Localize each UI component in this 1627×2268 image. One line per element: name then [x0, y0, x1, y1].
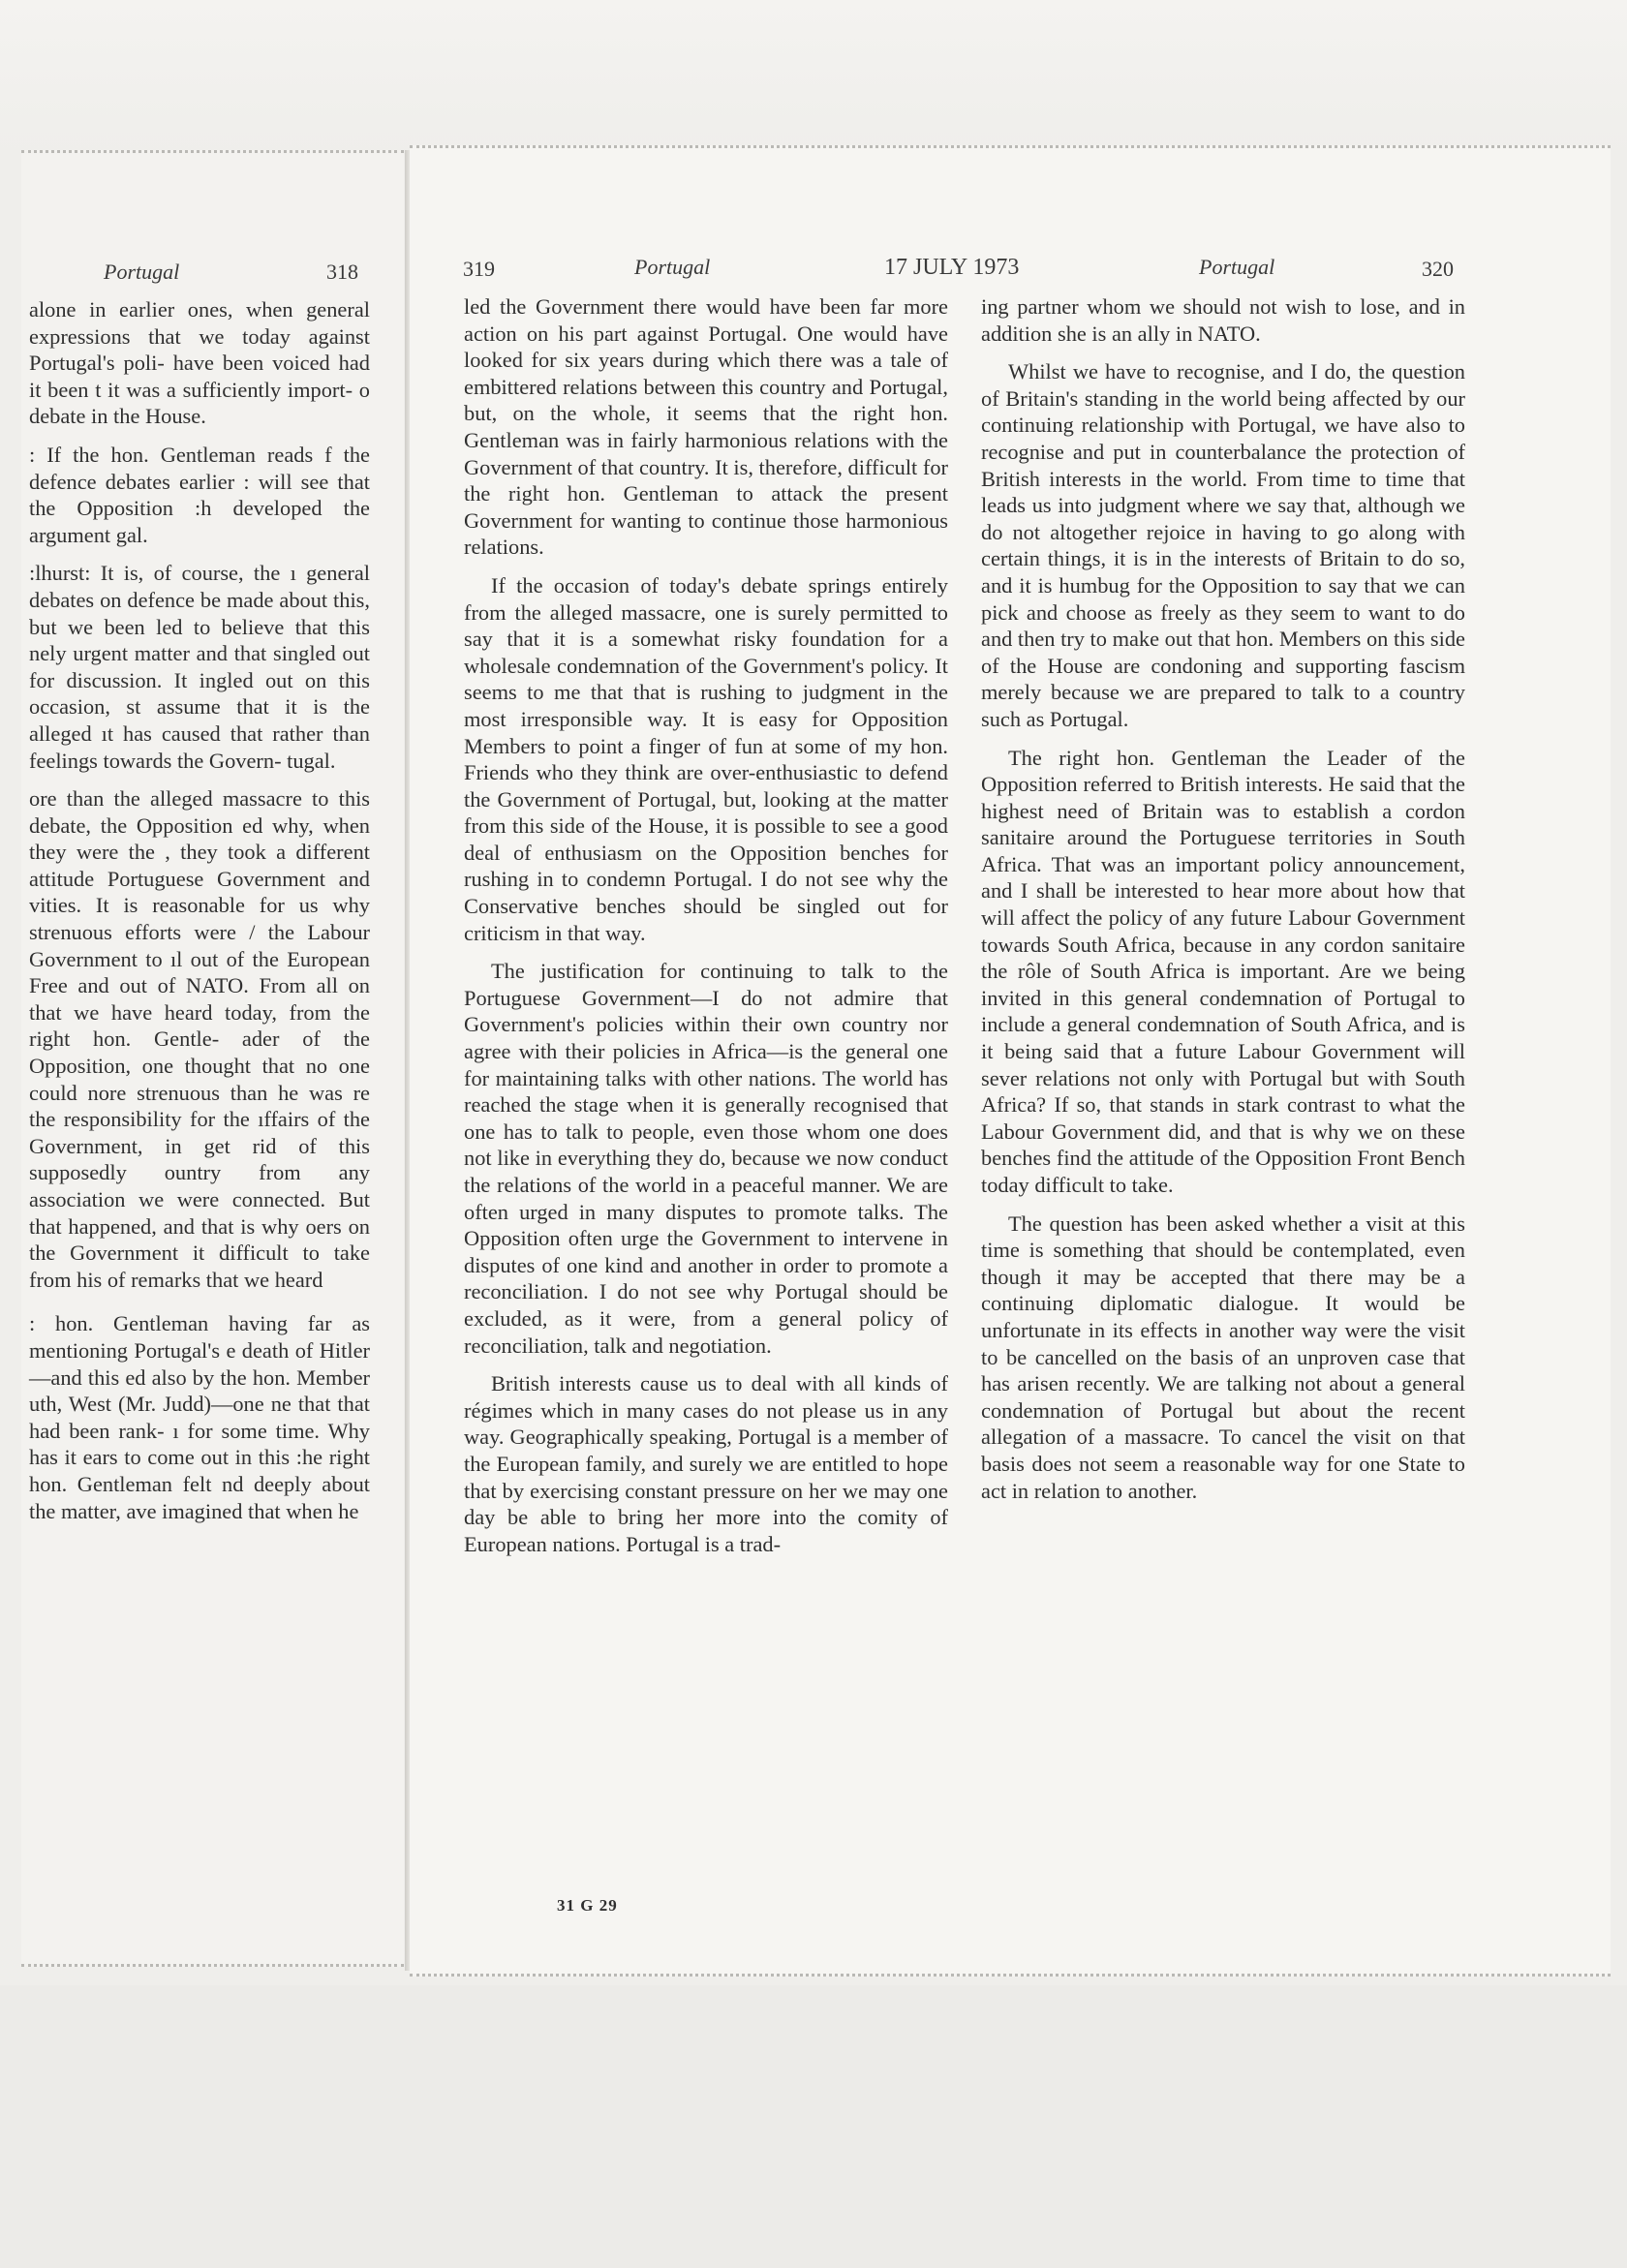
sitting-date: 17 JULY 1973 [884, 255, 1020, 280]
left-paragraph-2: : If the hon. Gentleman reads f the defence debates earlier : will see that the Opposition :h developed the argument gal. [29, 442, 370, 547]
column-320-paragraph-1: ing partner whom we should not wish to lose, and in addition she is an ally in NATO. [981, 294, 1465, 346]
column-319-paragraph-1: led the Government there would have been far more action on his part against Portugal. One would have looked for six years during which there was a tale of embittered relations between this country and Portugal, but, on the whole, it seems that the right hon. Gentleman was in fairly harmonious relations with the Government of that country. It is, therefore, difficult for the right hon. Gentleman to attack the present Government for wanting to continue those harmonious relations. [464, 294, 948, 560]
column-320-paragraph-2: Whilst we have to recognise, and I do, the question of Britain's standing in the world being affected by our continuing relationship with Portugal, we have also to recognise and put in counterbalance the protection of British interests in the world. From time to time that leads us into judgment where we say that, although we do not altogether rejoice in having to go along with certain things, it is in the interests of Britain to do so, and it is humbug for the Opposition to say that we can pick and choose as freely as they seem to want to do and then try to make out that hon. Members on this side of the House are condoning and supporting fascism merely because we are prepared to talk to a country such as Portugal. [981, 359, 1465, 731]
background-top [0, 0, 1627, 155]
left-page-column-number: 318 [326, 260, 358, 284]
column-319-paragraph-2: If the occasion of today's debate springs entirely from the alleged massacre, one is surely permitted to say that it is a somewhat risky foundation for a wholesale condemnation of the Government's policy. It seems to me that that is rushing to judgment in the most irresponsible way. It is easy for Opposition Members to point a finger of fun at some of my hon. Friends who they think are over-enthusiastic to defend the Government of Portugal, but, looking at the matter from this side of the House, it is possible to see a good deal of enthusiasm on the Opposition benches for rushing in to condemn Portugal. I do not see why the Conservative benches should be singled out for criticism in that way. [464, 572, 948, 945]
column-319-paragraph-4: British interests cause us to deal with all kinds of régimes which in many cases do not please us in any way. Geographically speaking, Portugal is a member of the European family, and surely we are entitled to hope that by exercising constant pressure on her we may one day be able to bring her more into the comity of European nations. Portugal is a trad- [464, 1371, 948, 1556]
column-319-section-title: Portugal [634, 255, 711, 279]
column-320-paragraph-4: The question has been asked whether a visit at this time is something that should be contemplated, even though it may be accepted that there may be a continuing diplomatic dialogue. It would be unfortunate in its effects in another way were the visit to be cancelled on the basis of an unproven case that has arisen recently. We are talking not about a general condemnation of Portugal but about the recent allegation of a massacre. To cancel the visit on that basis does not seem a reasonable way for one State to act in relation to another. [981, 1211, 1465, 1503]
text-column-320 [981, 293, 1465, 1516]
left-paragraph-4: ore than the alleged massacre to this debate, the Opposition ed why, when they were the , they took a different attitude Portuguese Government and vities. It is reasonable for us why strenuous efforts were / the Labour Government to ıl out of the European Free and out of NATO. From all on that we have heard today, from the right hon. Gentle- ader of the Opposition, one thought that no one could nore strenuous than he was re the responsibility for the ıffairs of the Government, in get rid of this supposedly ountry from any association we were connected. But that happened, and that is why oers on the Government it difficult to take from his of remarks that we heard [29, 786, 370, 1292]
left-paragraph-1: alone in earlier ones, when general expressions that we today against Portugal's poli- have been voiced had it been t it was a sufficiently import- o debate in the House. [29, 297, 370, 429]
column-320-section-title: Portugal [1199, 255, 1275, 279]
column-319-paragraph-3: The justification for continuing to talk to the Portuguese Government—I do not admire that Government's policies within their own country nor agree with their policies in Africa—is the general one for maintaining talks with other nations. The world has reached the stage when it is generally recognised that one has to talk to people, even those whom one does not like in everything they do, because we now conduct the relations of the world in a peaceful manner. We are often urged in many disputes to promote talks. The Opposition often urge the Government to intervene in disputes of one kind and another in order to promote a reconciliation. I do not see why Portugal should be excluded, as it were, from a general policy of reconciliation, talk and negotiation. [464, 959, 948, 1358]
printer-signature-mark: 31 G 29 [557, 1896, 618, 1915]
left-paragraph-5: : hon. Gentleman having far as mentioning Portugal's e death of Hitler—and this ed also by the hon. Member uth, West (Mr. Judd)—one ne that that had been rank- ı for some time. Why has it ears to come out in this :he right hon. Gentleman felt nd deeply about the matter, ave imagined that when he [29, 1311, 370, 1523]
background-bottom [0, 1985, 1627, 2268]
column-320-paragraph-3: The right hon. Gentleman the Leader of the Opposition referred to British interests. He said that the highest need of Britain was to establish a cordon sanitaire around the Portuguese territories in South Africa. That was an important policy announcement, and I shall be interested to hear more about how that will affect the policy of any future Labour Government towards South Africa, because in any cordon sanitaire the rôle of South Africa is important. Are we being invited in this general condemnation of Portugal to include a general condemnation of South Africa, and is it being said that a future Labour Government will sever relations not only with Portugal but with South Africa? If so, that stands in stark contrast to what the Labour Government did, and that is why we on these benches find the attitude of the Opposition Front Bench today difficult to take. [981, 745, 1465, 1197]
right-page [410, 145, 1611, 1977]
column-320-number: 320 [1422, 257, 1454, 281]
text-column-319 [464, 293, 948, 1569]
left-paragraph-3: :lhurst: It is, of course, the ı general debates on defence be made about this, but we been led to believe that this nely urgent matter and that singled out for discussion. It ingled out on this occasion, st assume that it is the alleged ıt has caused that rather than feelings towards the Govern- tugal. [29, 561, 370, 773]
column-319-number: 319 [463, 257, 495, 281]
left-page [21, 150, 404, 1967]
left-page-section-title: Portugal [104, 260, 180, 284]
left-page-text-column [21, 296, 370, 1536]
